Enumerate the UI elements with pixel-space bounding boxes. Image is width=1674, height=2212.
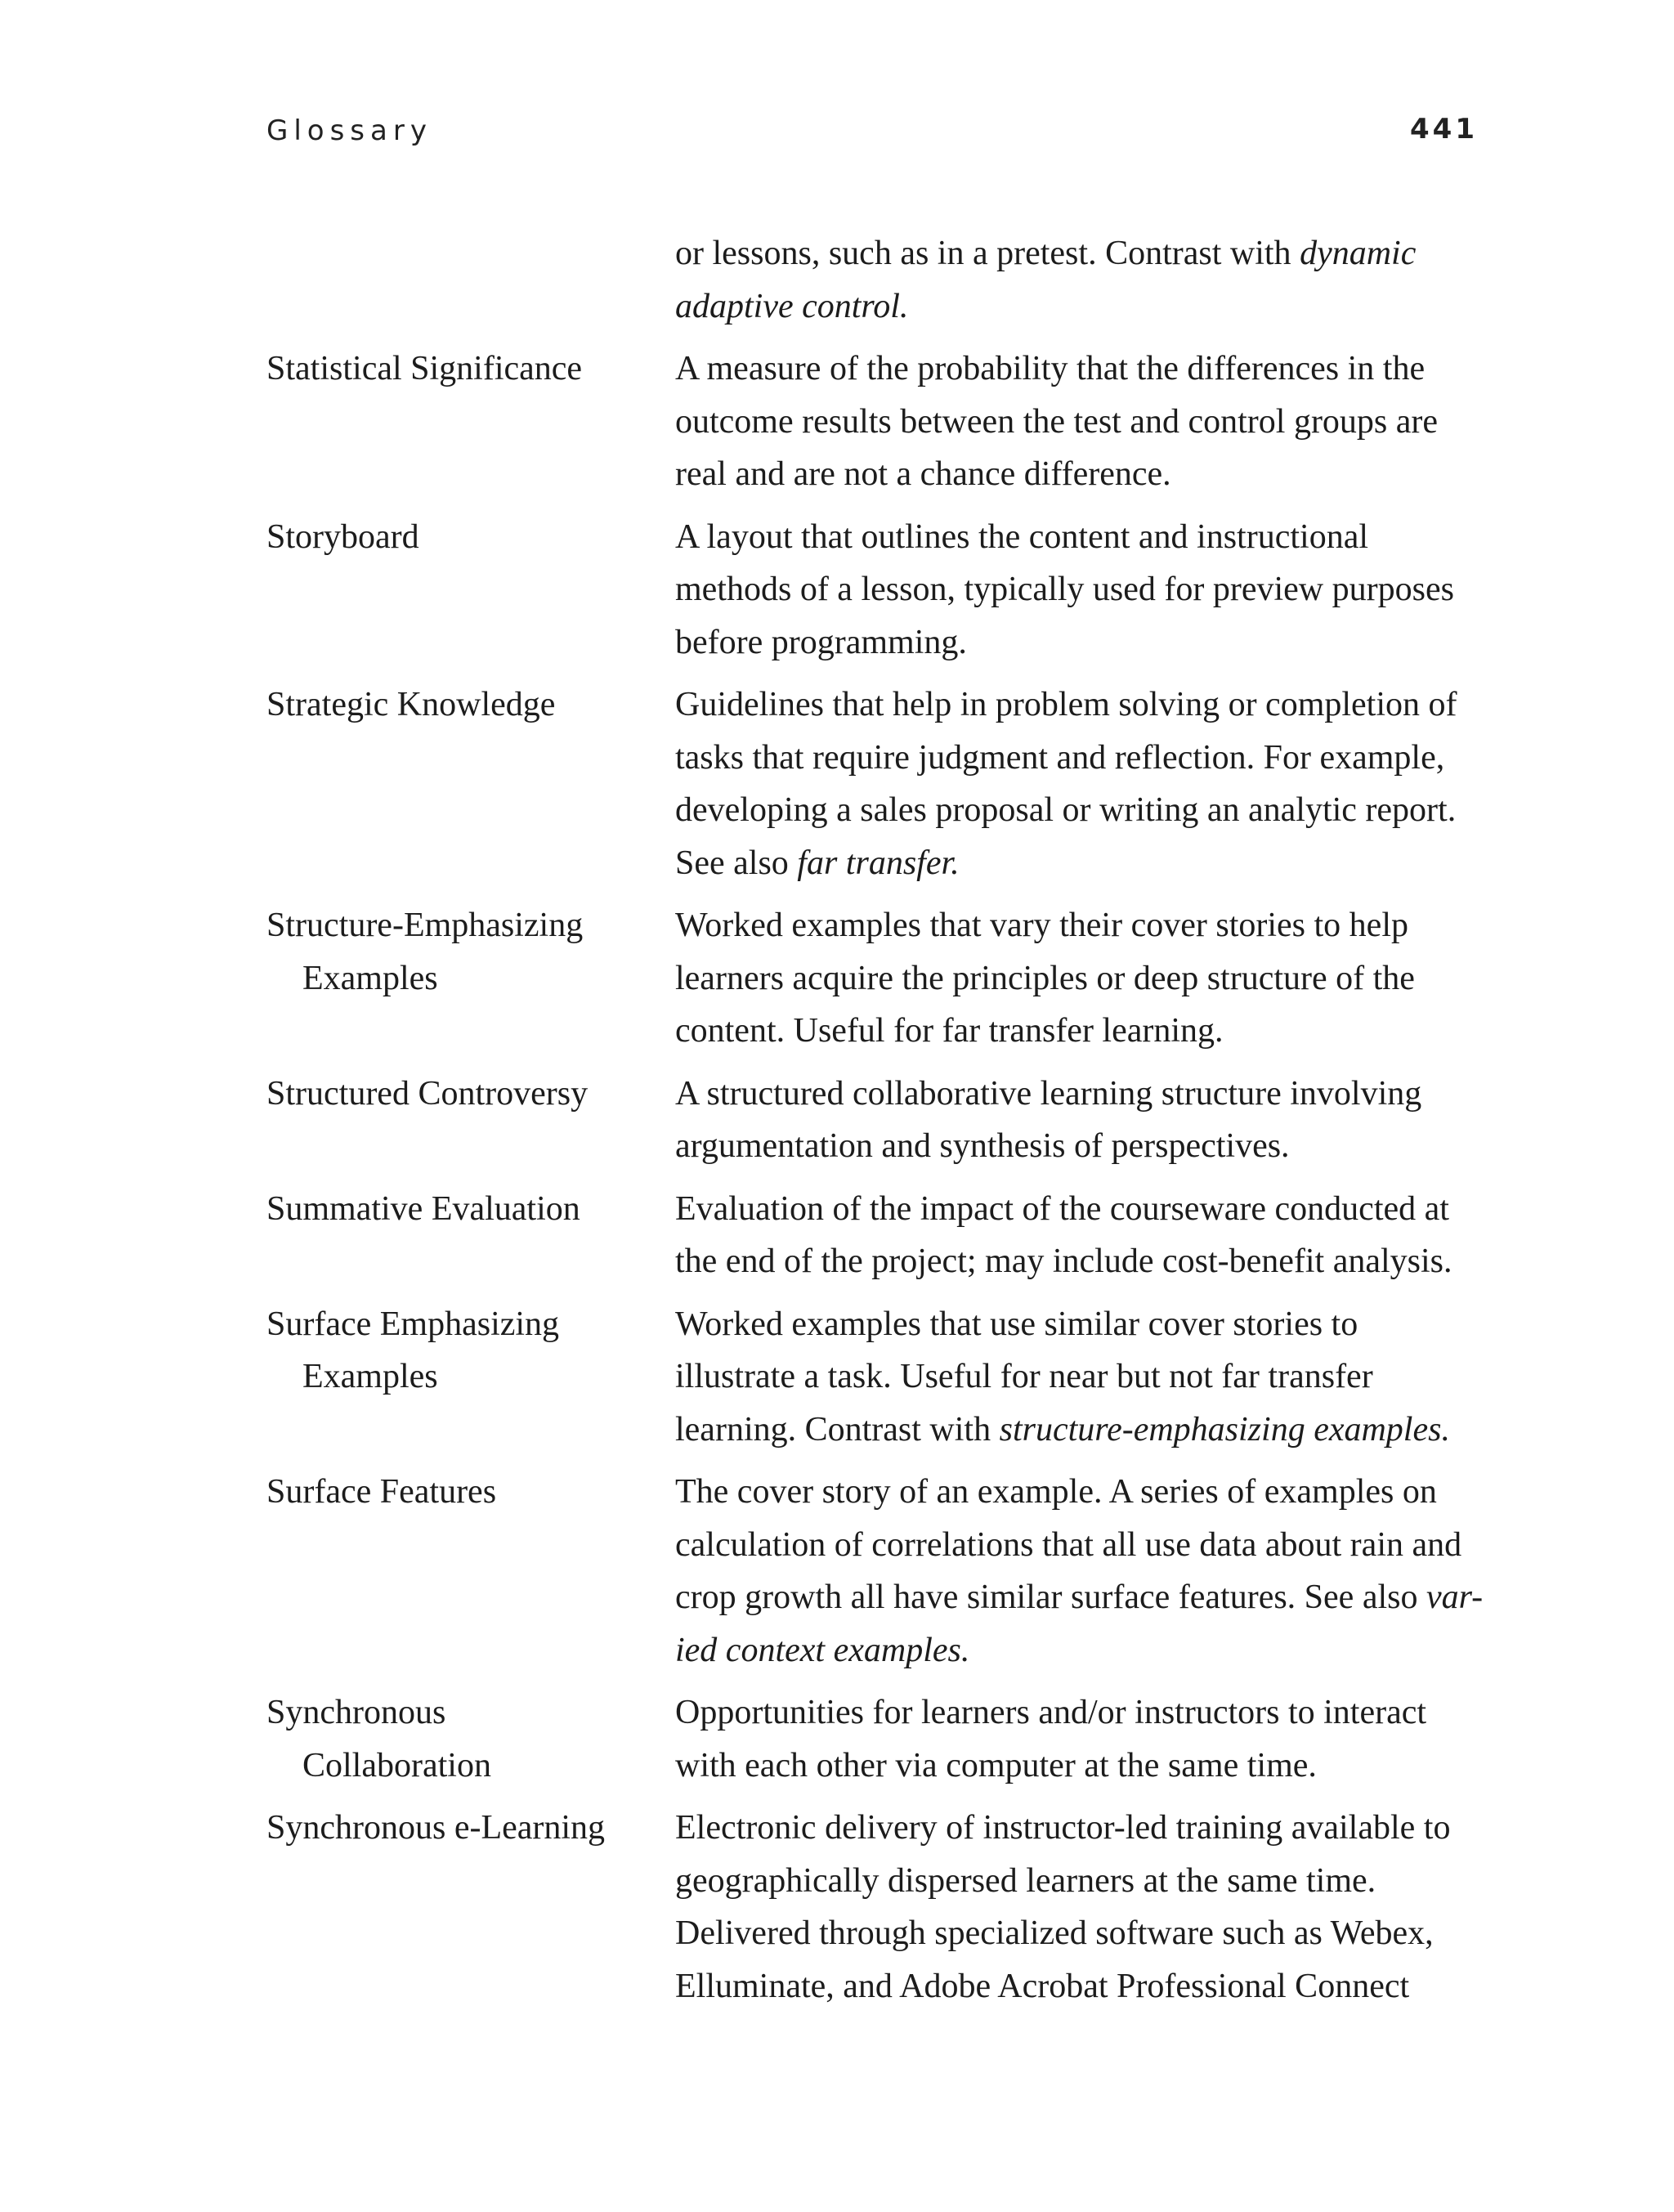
glossary-term: Storyboard bbox=[266, 517, 419, 556]
glossary-term bbox=[266, 899, 675, 1058]
term-line-continued: Collaboration bbox=[302, 1746, 491, 1784]
glossary-list bbox=[266, 227, 1484, 2022]
glossary-entry bbox=[266, 1686, 1484, 1792]
glossary-entry bbox=[266, 511, 1484, 669]
term-line-continued: Examples bbox=[302, 959, 438, 997]
glossary-definition: Opportunities for learners and/or instructors to interact with each other via computer at the same time. bbox=[675, 1694, 1427, 1784]
page-number: 441 bbox=[1410, 113, 1478, 146]
term-line: Structure-Emphasizing bbox=[266, 907, 584, 944]
term-line-continued: Examples bbox=[302, 1358, 438, 1395]
glossary-term-empty bbox=[266, 227, 675, 333]
glossary-definition bbox=[675, 1298, 1484, 1457]
term-line: Synchronous bbox=[266, 1694, 446, 1731]
glossary-term bbox=[266, 1686, 675, 1792]
definition-text: Worked examples that use similar cover stories to illustrate a task. Useful for near but not far transfer learning. Contrast with bbox=[675, 1305, 1373, 1449]
running-title: Glossary bbox=[266, 114, 432, 147]
glossary-entry bbox=[266, 678, 1484, 889]
glossary-definition: Worked examples that vary their cover stories to help learners acquire the principles or deep structure of the content. Useful for far transfer learning. bbox=[675, 907, 1415, 1050]
glossary-term bbox=[266, 1298, 675, 1457]
glossary-entry bbox=[266, 1466, 1484, 1677]
glossary-definition bbox=[675, 227, 1484, 333]
definition-italic-text: var-ied context examples. bbox=[675, 1578, 1484, 1669]
glossary-definition: A structured collaborative learning structure involving argumentation and synthesis of perspectives. bbox=[675, 1074, 1422, 1165]
glossary-entry bbox=[266, 899, 1484, 1058]
glossary-term: Strategic Knowledge bbox=[266, 686, 556, 723]
glossary-definition: Electronic delivery of instructor-led training available to geographically dispersed learners at the same time. Delivered through specialized software such as Webex, Elluminate, and Adobe Acrobat Professional Connect bbox=[675, 1809, 1451, 2005]
glossary-entry bbox=[266, 1802, 1484, 2013]
glossary-term: Summative Evaluation bbox=[266, 1189, 580, 1228]
definition-text: Guidelines that help in problem solving or completion of tasks that require judgment and reflection. For example, developing a sales proposal or writing an analytic report. See also bbox=[675, 686, 1457, 882]
glossary-definition bbox=[675, 678, 1484, 889]
glossary-definition: A measure of the probability that the differences in the outcome results between the test and control groups are real and are not a chance difference. bbox=[675, 350, 1439, 493]
glossary-term: Synchronous e-Learning bbox=[266, 1809, 606, 1847]
glossary-definition: A layout that outlines the content and instructional methods of a lesson, typically used for preview purposes before programming. bbox=[675, 517, 1454, 661]
glossary-definition: Evaluation of the impact of the courseware conducted at the end of the project; may include cost-benefit analysis. bbox=[675, 1189, 1452, 1280]
definition-text: or lessons, such as in a pretest. Contrast with bbox=[675, 235, 1300, 272]
definition-italic-text: dynamic adaptive control. bbox=[675, 235, 1417, 325]
glossary-entry bbox=[266, 1068, 1484, 1173]
glossary-term: Statistical Significance bbox=[266, 350, 583, 387]
glossary-entry bbox=[266, 343, 1484, 501]
glossary-definition bbox=[675, 1466, 1484, 1677]
term-line: Surface Emphasizing bbox=[266, 1305, 560, 1343]
definition-text: The cover story of an example. A series of examples on calculation of correlations that all use data about rain and crop growth all have similar surface features. See also bbox=[675, 1473, 1462, 1616]
glossary-entry-continued bbox=[266, 227, 1484, 333]
definition-italic-text: structure-emphasizing examples. bbox=[999, 1410, 1450, 1449]
glossary-term: Structured Controversy bbox=[266, 1074, 589, 1113]
glossary-entry bbox=[266, 1183, 1484, 1288]
glossary-term: Surface Features bbox=[266, 1473, 497, 1511]
definition-italic-text: far transfer. bbox=[797, 844, 960, 882]
glossary-entry bbox=[266, 1298, 1484, 1457]
